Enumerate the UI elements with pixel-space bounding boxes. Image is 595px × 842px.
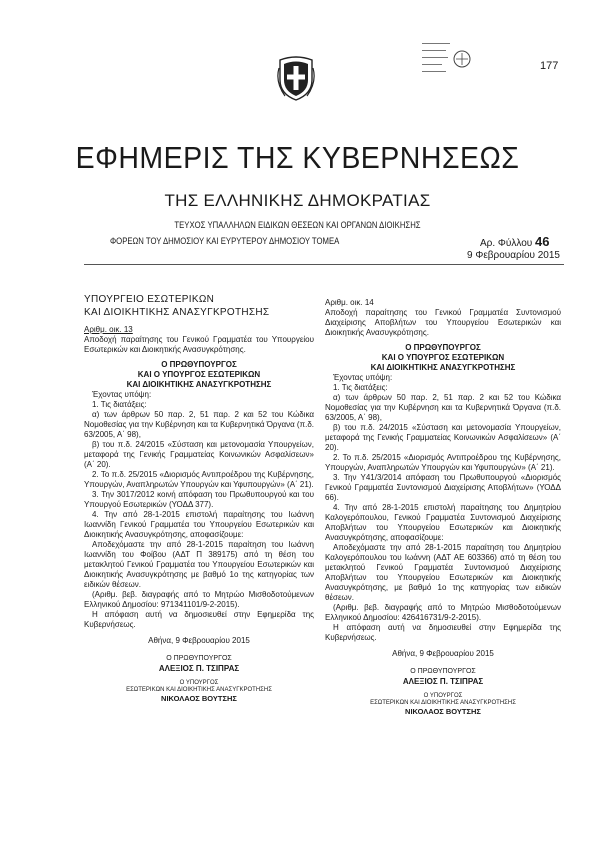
paragraph-1a: α) των άρθρων 50 παρ. 2, 51 παρ. 2 και 52 του Κώδικα Νομοθεσίας για την Κυβέρνηση και τα Κυβερνητικά Όργανα (π.δ. 63/2005, Α΄ 98),: [325, 393, 561, 422]
paragraph-1: 1. Τις διατάξεις:: [333, 383, 388, 392]
ministry-line-1: ΥΠΟΥΡΓΕΙΟ ΕΣΩΤΕΡΙΚΩΝ: [84, 294, 215, 305]
paragraph-6: (Αριθμ. βεβ. διαγραφής από το Μητρώο Μισθοδοτούμενων Ελληνικού Δημοσίου: 426416731/9-2-2015).: [325, 603, 561, 622]
paragraph-1a: α) των άρθρων 50 παρ. 2, 51 παρ. 2 και 52 του Κώδικα Νομοθεσίας για την Κυβέρνηση και τα Κυβερνητικά Όργανα (π.δ. 63/2005, Α΄ 98),: [84, 410, 314, 439]
gazette-title: ΕΦΗΜΕΡΙΣ ΤΗΣ ΚΥΒΕΡΝΗΣΕΩΣ: [75, 140, 520, 175]
paragraph-2: 2. Το π.δ. 25/2015 «Διορισμός Αντιπροέδρου της Κυβέρνησης, Υπουργών, Αναπληρωτών Υπουργών και Υφυπουργών» (Α΄ 21).: [84, 470, 314, 489]
sheet-number-value: 46: [535, 234, 550, 249]
minister-label: [84, 680, 314, 694]
coat-of-arms-icon: [277, 54, 315, 102]
ministry-heading: [84, 293, 314, 319]
digital-signature-stamp-icon: [452, 49, 472, 69]
minister-name: ΝΙΚΟΛΑΟΣ ΒΟΥΤΣΗΣ: [405, 707, 481, 716]
minister-label-2: ΕΣΩΤΕΡΙΚΩΝ ΚΑΙ ΔΙΟΙΚΗΤΙΚΗΣ ΑΝΑΣΥΓΚΡΟΤΗΣΗΣ: [370, 700, 516, 706]
pm-name: ΑΛΕΞΙΟΣ Π. ΤΣΙΠΡΑΣ: [402, 677, 484, 686]
decision-number: Αριθμ. οικ. 14: [325, 298, 374, 307]
considering: Έχοντας υπόψη:: [333, 373, 393, 382]
page-number: 177: [540, 60, 559, 72]
authority-line-1: Ο ΠΡΩΘΥΠΟΥΡΓΟΣ: [161, 360, 237, 369]
minister-label-1: Ο ΥΠΟΥΡΓΟΣ: [423, 693, 463, 699]
minister-label: [325, 693, 561, 707]
ministry-line-2: ΚΑΙ ΔΙΟΙΚΗΤΙΚΗΣ ΑΝΑΣΥΓΚΡΟΤΗΣΗΣ: [84, 307, 270, 318]
authority-line-3: ΚΑΙ ΔΙΟΙΚΗΤΙΚΗΣ ΑΝΑΣΥΓΚΡΟΤΗΣΗΣ: [370, 363, 516, 372]
authority-heading: [84, 360, 314, 390]
considering: Έχοντας υπόψη:: [92, 390, 152, 399]
authority-heading: [325, 343, 561, 373]
paragraph-7: Η απόφαση αυτή να δημοσιευθεί στην Εφημερίδα της Κυβερνήσεως.: [325, 623, 561, 642]
decision-summary: Αποδοχή παραίτησης του Γενικού Γραμματέα του Υπουργείου Εσωτερικών και Διοικητικής Ανασυγκρότησης.: [84, 335, 314, 354]
signature-date: Αθήνα, 9 Φεβρουαρίου 2015: [392, 649, 494, 658]
issue-line-2: ΦΟΡΕΩΝ ΤΟΥ ΔΗΜΟΣΙΟΥ ΚΑΙ ΕΥΡΥΤΕΡΟΥ ΔΗΜΟΣΙΟΥ ΤΟΜΕΑ: [110, 236, 340, 246]
authority-line-3: ΚΑΙ ΔΙΟΙΚΗΤΙΚΗΣ ΑΝΑΣΥΓΚΡΟΤΗΣΗΣ: [126, 380, 272, 389]
minister-label-1: Ο ΥΠΟΥΡΓΟΣ: [179, 680, 219, 686]
decision-number: Αριθμ. οικ. 13: [84, 325, 133, 334]
minister-name: ΝΙΚΟΛΑΟΣ ΒΟΥΤΣΗΣ: [161, 694, 237, 703]
left-column: [84, 293, 314, 704]
minister-label-2: ΕΣΩΤΕΡΙΚΩΝ ΚΑΙ ΔΙΟΙΚΗΤΙΚΗΣ ΑΝΑΣΥΓΚΡΟΤΗΣΗΣ: [126, 687, 272, 693]
issue-date: 9 Φεβρουαρίου 2015: [467, 250, 560, 261]
right-column: [325, 298, 561, 717]
paragraph-4: 4. Την από 28-1-2015 επιστολή παραίτησης του Ιωάννη Ιωαννίδη Γενικού Γραμματέα του Υπουργείου Εσωτερικών και Διοικητικής Ανασυγκρότησης, αποφασίζουμε:: [84, 510, 314, 539]
authority-line-1: Ο ΠΡΩΘΥΠΟΥΡΓΟΣ: [405, 343, 481, 352]
paragraph-1: 1. Τις διατάξεις:: [92, 400, 147, 409]
paragraph-3: 3. Την 3017/2012 κοινή απόφαση του Πρωθυπουργού και του Υπουργού Εσωτερικών (ΥΟΔΔ 377).: [84, 490, 314, 509]
paragraph-5: Αποδεχόμαστε την από 28-1-2015 παραίτηση του Ιωάννη Ιωαννίδη του Φοίβου (ΑΔΤ Π 389175) από τη θέση του μετακλητού Γενικού Γραμματέα του Υπουργείου Εσωτερικών και Διοικητικής Ανασυγκρότησης με βαθμό 1ο της κατηγορίας των ειδικών θέσεων.: [84, 540, 314, 589]
paragraph-1b: β) του π.δ. 24/2015 «Σύσταση και μετονομασία Υπουργείων, μεταφορά της Γενικής Γραμματείας Κοινωνικών Ασφαλίσεων» (Α΄ 20).: [325, 423, 561, 452]
pm-label: Ο ΠΡΩΘΥΠΟΥΡΓΟΣ: [166, 655, 232, 662]
digital-signature-stamp: [422, 41, 492, 81]
authority-line-2: ΚΑΙ Ο ΥΠΟΥΡΓΟΣ ΕΣΩΤΕΡΙΚΩΝ: [381, 353, 505, 362]
paragraph-3: 3. Την Υ41/3/2014 απόφαση του Πρωθυπουργού «Διορισμός Γενικού Γραμματέα Συντονισμού Διαχείρισης Αποβλήτων» (ΥΟΔΔ 66).: [325, 473, 561, 502]
paragraph-1b: β) του π.δ. 24/2015 «Σύσταση και μετονομασία Υπουργείων, μεταφορά της Γενικής Γραμματείας Κοινωνικών Ασφαλίσεων» (Α΄ 20).: [84, 440, 314, 469]
pm-name: ΑΛΕΞΙΟΣ Π. ΤΣΙΠΡΑΣ: [158, 664, 240, 673]
authority-line-2: ΚΑΙ Ο ΥΠΟΥΡΓΟΣ ΕΣΩΤΕΡΙΚΩΝ: [137, 370, 261, 379]
paragraph-2: 2. Το π.δ. 25/2015 «Διορισμός Αντιπροέδρου της Κυβέρνησης, Υπουργών, Αναπληρωτών Υπουργών και Υφυπουργών» (Α΄ 21).: [325, 453, 561, 472]
gazette-subtitle: ΤΗΣ ΕΛΛΗΝΙΚΗΣ ΔΗΜΟΚΡΑΤΙΑΣ: [164, 191, 431, 210]
pm-label: Ο ΠΡΩΘΥΠΟΥΡΓΟΣ: [410, 668, 476, 675]
issue-line-1: ΤΕΥΧΟΣ ΥΠΑΛΛΗΛΩΝ ΕΙΔΙΚΩΝ ΘΕΣΕΩΝ ΚΑΙ ΟΡΓΑΝΩΝ ΔΙΟΙΚΗΣΗΣ: [174, 220, 421, 230]
signature-date: Αθήνα, 9 Φεβρουαρίου 2015: [148, 636, 250, 645]
paragraph-6: (Αριθμ. βεβ. διαγραφής από το Μητρώο Μισθοδοτούμενων Ελληνικού Δημοσίου: 971341101/9-2-2015).: [84, 590, 314, 609]
header-divider: [84, 264, 564, 265]
sheet-label: Αρ. Φύλλου: [480, 238, 533, 249]
decision-summary: Αποδοχή παραίτησης του Γενικού Γραμματέα Συντονισμού Διαχείρισης Αποβλήτων του Υπουργείου Εσωτερικών και Διοικητικής Ανασυγκρότησης.: [325, 308, 561, 337]
sheet-number: [480, 234, 550, 249]
paragraph-5: Αποδεχόμαστε την από 28-1-2015 παραίτηση του Δημητρίου Καλογερόπουλου του Ιωάννη (ΑΔΤ ΑΕ 603366) από τη θέση του μετακλητού Γενικού Γραμματέα Συντονισμού Διαχείρισης Αποβλήτων του Υπουργείου Εσωτερικών και Διοικητικής Ανασυγκρότησης, με βαθμό 1ο της κατηγορίας των ειδικών θέσεων.: [325, 543, 561, 602]
paragraph-7: Η απόφαση αυτή να δημοσιευθεί στην Εφημερίδα της Κυβερνήσεως.: [84, 610, 314, 629]
paragraph-4: 4. Την από 28-1-2015 επιστολή παραίτησης του Δημητρίου Καλογερόπουλου, Γενικού Γραμματέα Συντονισμού Διαχείρισης Αποβλήτων του Υπουργείου Εσωτερικών και Διοικητικής Ανασυγκρότησης, αποφασίζουμε:: [325, 503, 561, 542]
